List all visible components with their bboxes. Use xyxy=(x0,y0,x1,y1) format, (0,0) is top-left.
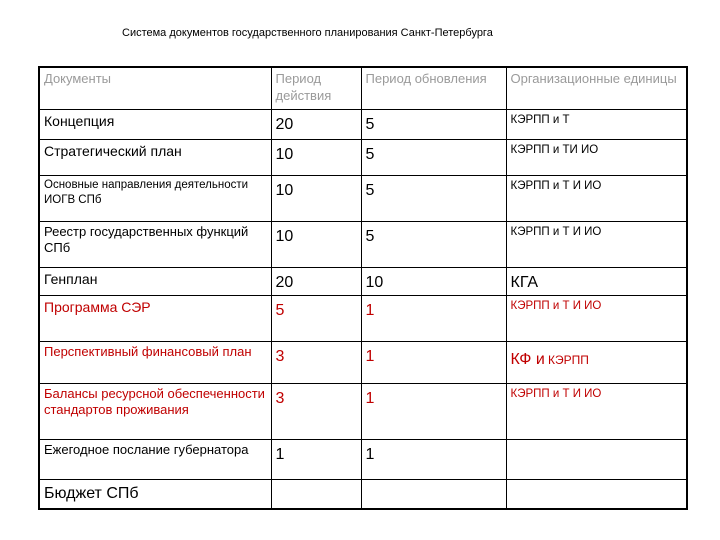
doc-name: Реестр государственных функций СПб xyxy=(39,221,271,267)
update-value xyxy=(361,479,506,509)
table-row xyxy=(39,383,687,439)
header-documents: Документы xyxy=(39,67,271,109)
period-value: 3 xyxy=(271,383,361,439)
doc-name: Программа СЭР xyxy=(39,295,271,341)
unit-value: КЭРПП и Т И ИО xyxy=(506,175,687,221)
period-value: 20 xyxy=(271,109,361,139)
update-value: 5 xyxy=(361,109,506,139)
unit-value xyxy=(506,479,687,509)
unit-value: КГА xyxy=(506,267,687,295)
documents-table xyxy=(38,66,688,510)
table-row xyxy=(39,221,687,267)
doc-name: Стратегический план xyxy=(39,139,271,175)
table-row xyxy=(39,479,687,509)
doc-name: Бюджет СПб xyxy=(39,479,271,509)
period-value: 10 xyxy=(271,139,361,175)
doc-name: Концепция xyxy=(39,109,271,139)
period-value: 5 xyxy=(271,295,361,341)
period-value: 1 xyxy=(271,439,361,479)
period-value: 10 xyxy=(271,175,361,221)
unit-value: КЭРПП и Т xyxy=(506,109,687,139)
page-title: Система документов государственного планирования Санкт-Петербурга xyxy=(122,27,493,39)
period-value: 20 xyxy=(271,267,361,295)
doc-name: Генплан xyxy=(39,267,271,295)
unit-value: КЭРПП и Т И ИО xyxy=(506,295,687,341)
unit-value-primary: КФ и xyxy=(510,350,545,368)
header-period: Период действия xyxy=(271,67,361,109)
unit-value: КЭРПП и ТИ ИО xyxy=(506,139,687,175)
unit-value: КЭРПП и Т И ИО xyxy=(506,221,687,267)
doc-name: Ежегодное послание губернатора xyxy=(39,439,271,479)
update-value: 10 xyxy=(361,267,506,295)
header-update: Период обновления xyxy=(361,67,506,109)
unit-value xyxy=(506,439,687,479)
header-units: Организационные единицы xyxy=(506,67,687,109)
update-value: 5 xyxy=(361,175,506,221)
table-row xyxy=(39,439,687,479)
table-row xyxy=(39,175,687,221)
doc-name: Основные направления деятельности ИОГВ СПб xyxy=(39,175,271,221)
period-value xyxy=(271,479,361,509)
table-header-row xyxy=(39,67,687,109)
update-value: 1 xyxy=(361,383,506,439)
table-row xyxy=(39,267,687,295)
update-value: 1 xyxy=(361,341,506,383)
update-value: 5 xyxy=(361,139,506,175)
period-value: 10 xyxy=(271,221,361,267)
unit-value-secondary: КЭРПП xyxy=(548,352,589,367)
unit-value xyxy=(506,341,687,383)
update-value: 5 xyxy=(361,221,506,267)
doc-name: Перспективный финансовый план xyxy=(39,341,271,383)
update-value: 1 xyxy=(361,295,506,341)
doc-name: Балансы ресурсной обеспеченности стандартов проживания xyxy=(39,383,271,439)
update-value: 1 xyxy=(361,439,506,479)
period-value: 3 xyxy=(271,341,361,383)
unit-value: КЭРПП и Т И ИО xyxy=(506,383,687,439)
table-row xyxy=(39,139,687,175)
table-row xyxy=(39,341,687,383)
table-row xyxy=(39,109,687,139)
table-row xyxy=(39,295,687,341)
